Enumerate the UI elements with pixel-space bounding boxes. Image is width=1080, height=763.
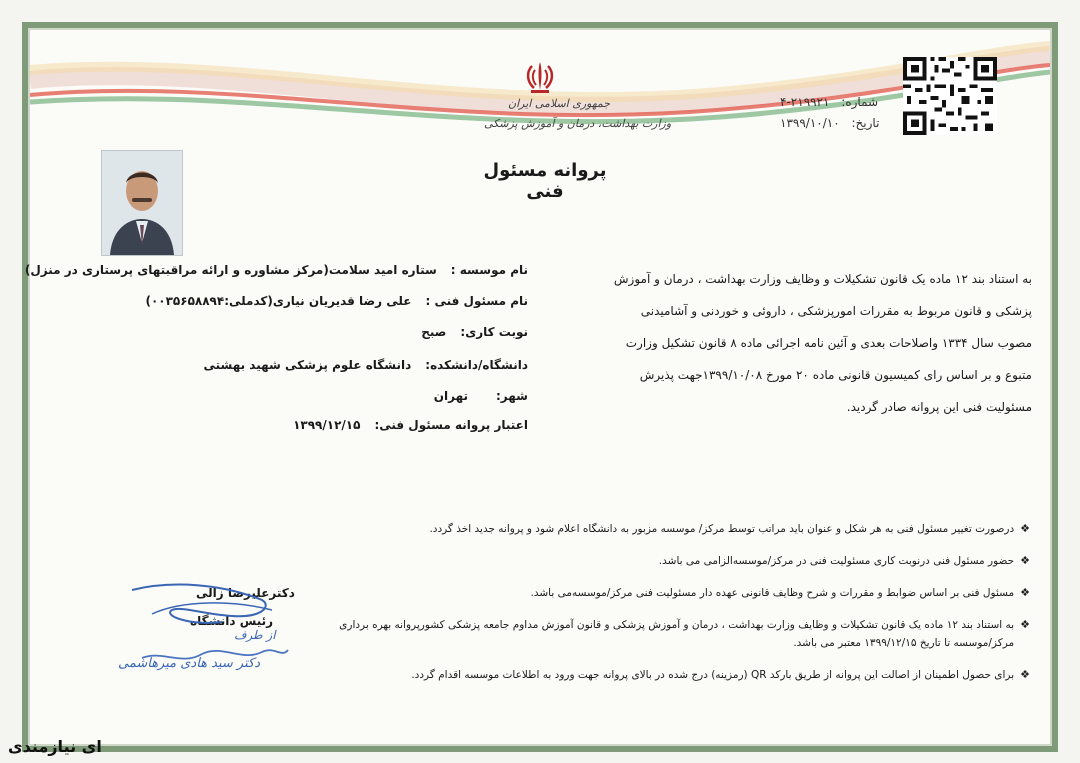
shift-value: صبح <box>421 325 447 339</box>
ministry-caption: وزارت بهداشت، درمان و آموزش پزشکی <box>484 117 672 130</box>
bullet-icon: ❖ <box>1020 668 1030 681</box>
republic-caption: جمهوری اسلامی ایران <box>508 97 611 110</box>
signatory-title: رئیس دانشگاه <box>190 614 274 628</box>
bullet-icon: ❖ <box>1020 586 1030 599</box>
validity-field <box>293 418 528 432</box>
list-item <box>330 552 1030 570</box>
body-line: به استناد بند ۱۲ ماده یک قانون تشکیلات و وظایف وزارت بهداشت ، درمان و آموزش <box>613 272 1032 286</box>
university-label: دانشگاه/دانشکده: <box>425 358 528 372</box>
note-text: به استناد بند ۱۲ ماده یک قانون تشکیلات و وظایف وزارت بهداشت ، درمان و آموزش پزشکی و قانون آموزش مداوم جامعه پزشکی کشورپروانه بهره برداری مرکز/موسسه تا تاریخ ۱۳۹۹/۱۲/۱۵ معتبر می باشد. <box>339 619 1015 649</box>
list-item <box>330 616 1030 652</box>
university-value: دانشگاه علوم پزشکی شهید بهشتی <box>203 358 412 372</box>
number-line <box>780 95 878 109</box>
shift-label: نوبت کاری: <box>460 325 528 339</box>
body-line: پزشکی و قانون مربوط به مقررات امورپزشکی ، داروئی و خوردنی و آشامیدنی <box>640 304 1032 318</box>
date-line <box>780 116 879 130</box>
list-item <box>330 520 1030 538</box>
signatory-name: دکترعلیرضا زالی <box>196 586 295 600</box>
note-text: درصورت تغییر مسئول فنی به هر شکل و عنوان باید مراتب توسط مرکز/ موسسه مزبور به دانشگاه اعلام شود و پروانه جدید اخذ گردد. <box>429 523 1015 535</box>
iran-emblem-icon <box>520 58 560 96</box>
city-field <box>434 389 528 403</box>
city-value: تهران <box>433 389 468 403</box>
university-field <box>203 358 528 372</box>
holder-photo <box>101 150 183 256</box>
validity-value: ۱۳۹۹/۱۲/۱۵ <box>293 418 361 432</box>
certificate-title: پروانه مسئول فنی <box>483 160 607 202</box>
body-line: مصوب سال ۱۳۳۴ واصلاحات بعدی و آئین نامه اجرائی ماده ۸ قانون تشکیل وزارت <box>625 336 1032 350</box>
qr-code <box>903 57 997 135</box>
city-label: شهر: <box>496 389 528 403</box>
certificate-body <box>596 263 1032 423</box>
date-value: ۱۳۹۹/۱۰/۱۰ <box>780 116 840 130</box>
portrait-image <box>102 151 182 255</box>
tech-manager-field <box>145 294 528 308</box>
on-behalf-text: از طرف <box>234 628 276 642</box>
number-label: شماره: <box>841 95 879 109</box>
institute-value: ستاره امید سلامت(مرکز مشاوره و ارائه مراقبتهای پرستاری در منزل) <box>24 263 437 277</box>
body-line: متبوع و بر اساس رای کمیسیون قانونی ماده ۲۰ مورخ ۱۳۹۹/۱۰/۰۸جهت پذیرش <box>639 368 1032 382</box>
list-item <box>330 666 1030 684</box>
validity-label: اعتبار پروانه مسئول فنی: <box>374 418 528 432</box>
notes-list <box>330 520 1030 698</box>
bullet-icon: ❖ <box>1020 554 1030 567</box>
deputy-name: دکتر سید هادی میرهاشمی <box>118 656 261 671</box>
note-text: مسئول فنی بر اساس ضوابط و مقررات و شرح وظایف قانونی عهده دار مسئولیت فنی مرکز/موسسه‌می باشد. <box>530 587 1015 599</box>
bullet-icon: ❖ <box>1020 522 1030 535</box>
note-text: حضور مسئول فنی درنوبت کاری مسئولیت فنی در مرکز/موسسه‌الزامی می باشد. <box>658 555 1015 567</box>
list-item <box>330 584 1030 602</box>
institute-label: نام موسسه : <box>450 263 528 277</box>
bullet-icon: ❖ <box>1020 618 1030 631</box>
date-label: تاریخ: <box>851 116 880 130</box>
shift-field <box>421 325 528 339</box>
institute-field <box>25 263 528 277</box>
body-line: مسئولیت فنی این پروانه صادر گردید. <box>846 400 1032 414</box>
tech-manager-label: نام مسئول فنی : <box>425 294 528 308</box>
note-text: برای حصول اطمینان از اصالت این پروانه از طریق بارکد QR (رمزینه) درج شده در بالای پروانه جهت ورود به اطلاعات موسسه اقدام گردد. <box>411 669 1015 681</box>
tech-manager-value: علی رضا قدیریان نیاری(کدملی:۰۰۳۵۶۵۸۸۹۴) <box>145 294 412 308</box>
watermark-text: ای نیازمندی <box>8 737 102 756</box>
number-value: ۲۱۹۹۲۱-۴ <box>780 95 830 109</box>
